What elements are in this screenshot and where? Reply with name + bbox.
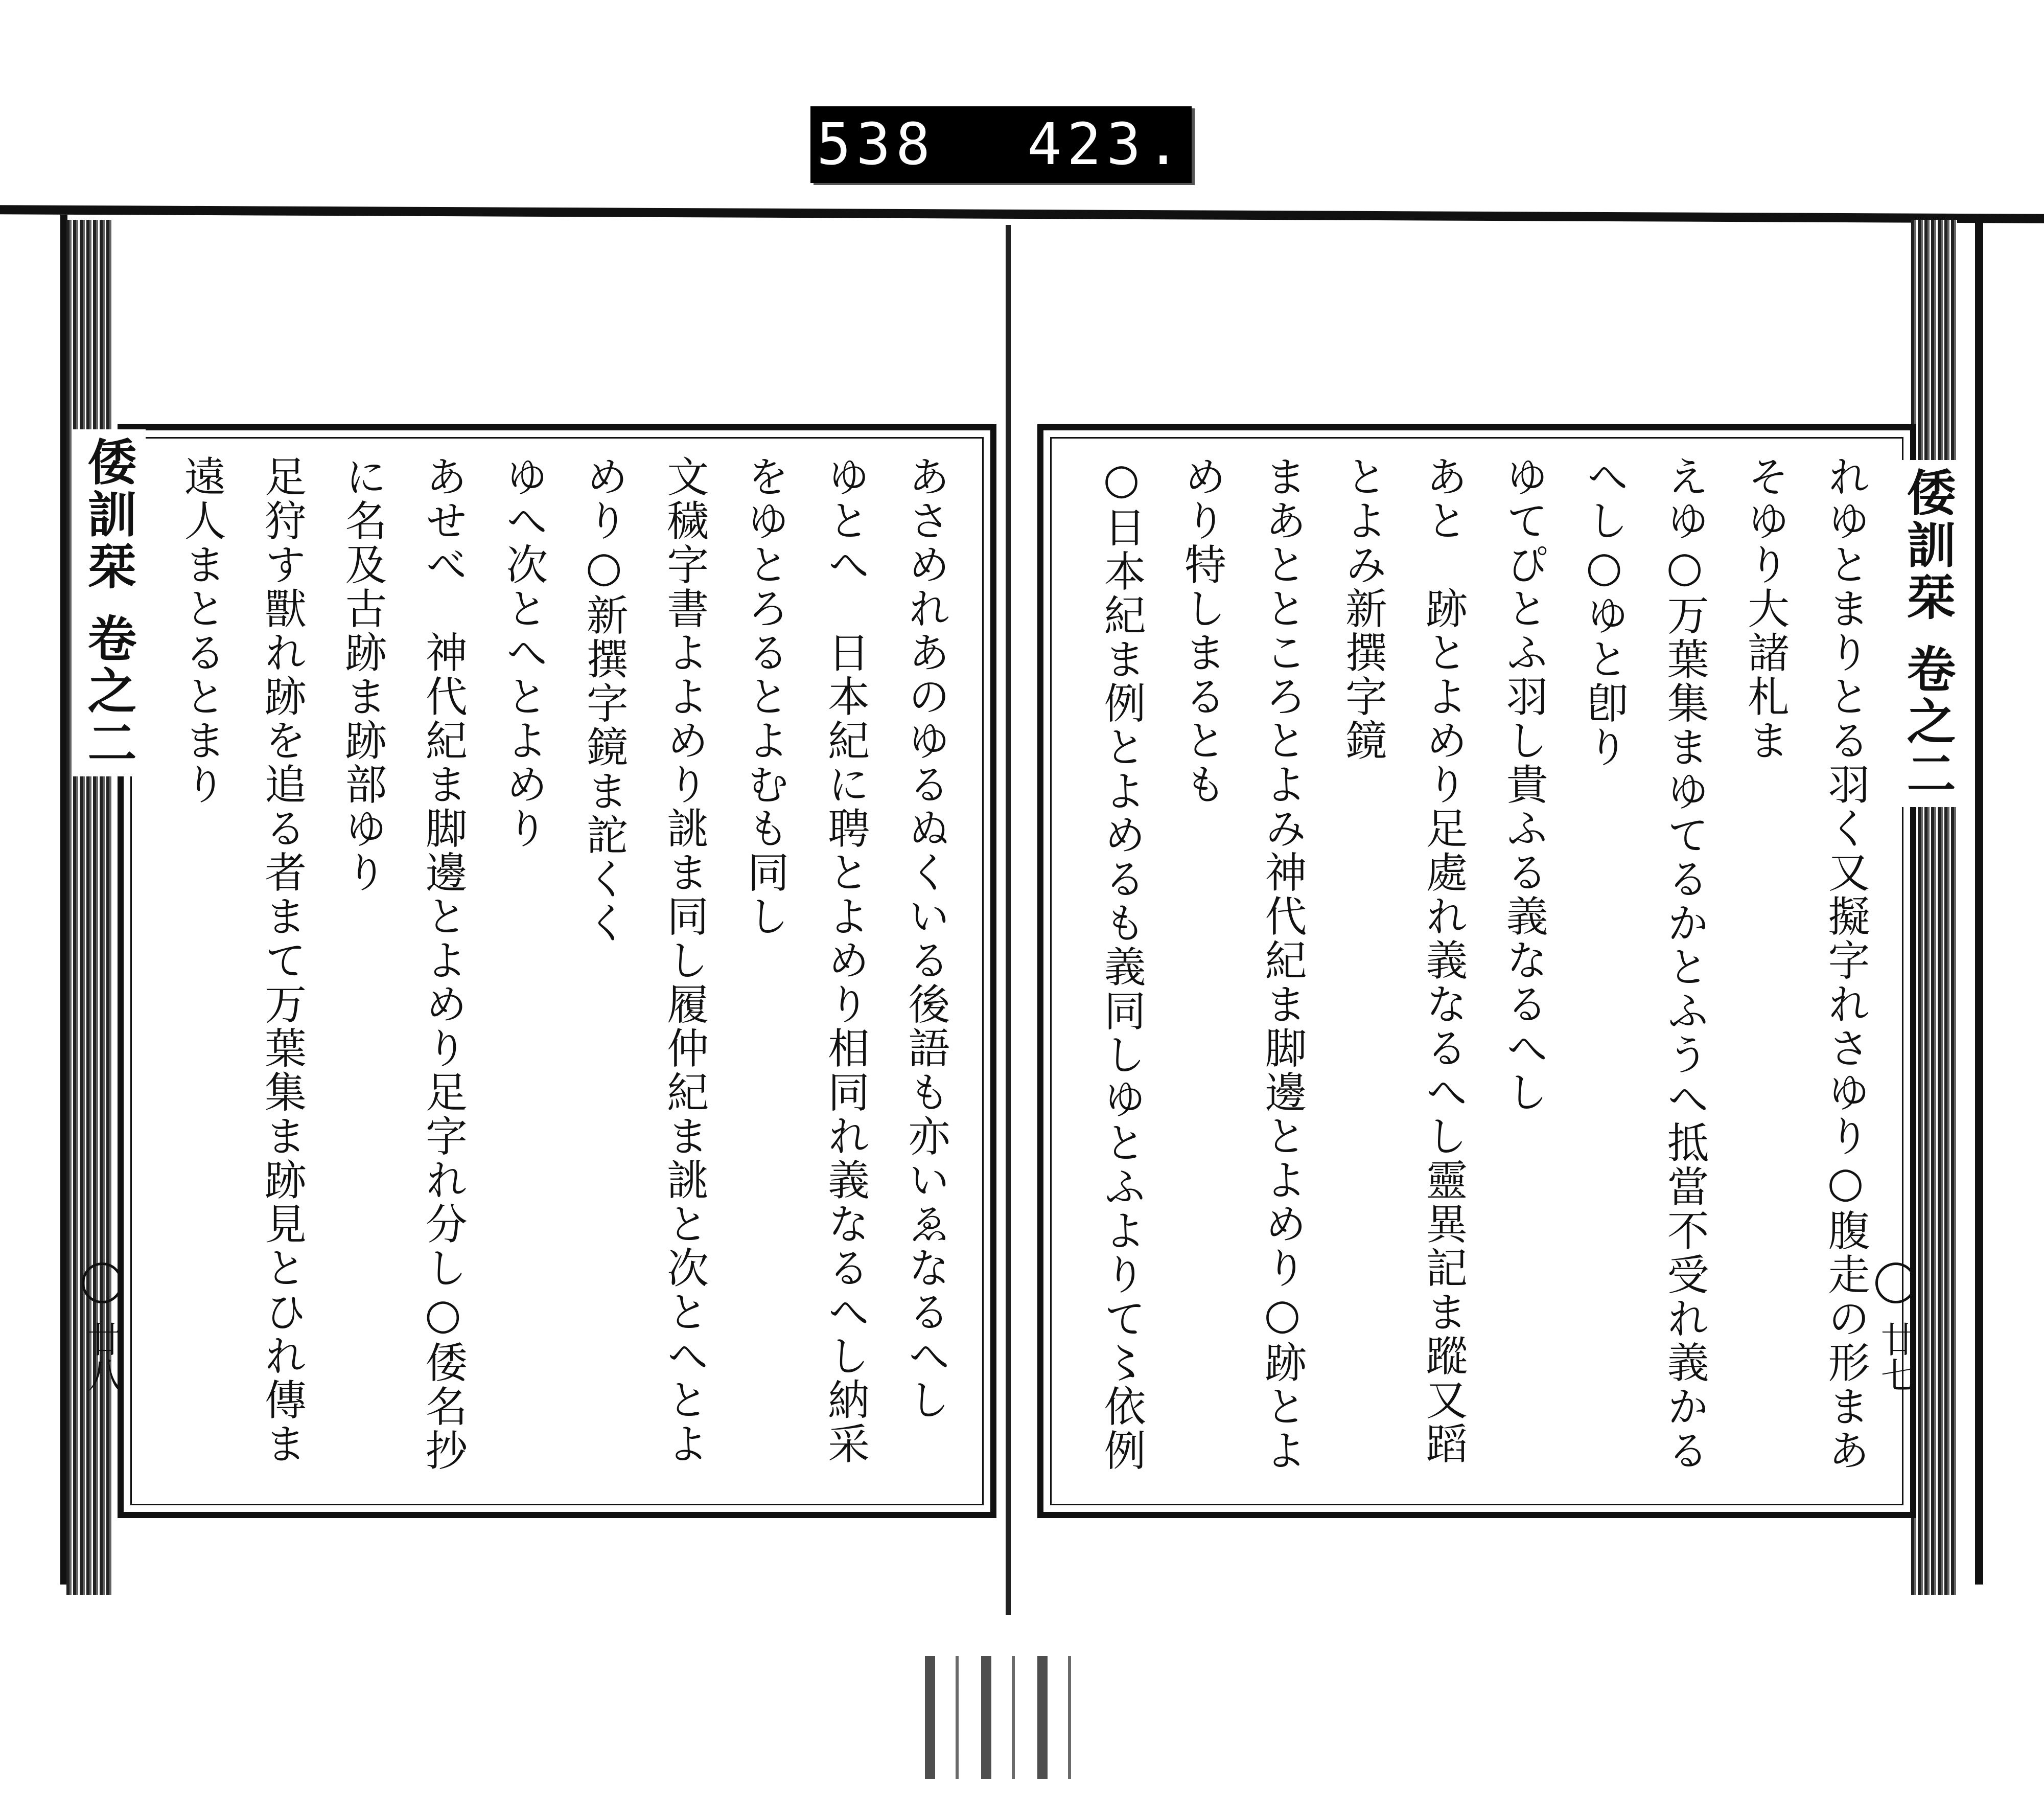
catalog-label <box>810 106 1192 183</box>
page-number-circle-icon <box>82 1263 123 1303</box>
left-margin-title: 倭訓栞 卷之二 <box>72 429 146 776</box>
binding-tab <box>925 1656 1088 1779</box>
text-line: れゆとまりとる羽く又擬字れさゆり○腹走の形まあそゆり大諸札ま <box>1740 455 1870 1473</box>
right-margin-title: 倭訓栞 卷之二 <box>1891 460 1965 807</box>
left-page-number-text: 廿八 <box>81 1321 123 1393</box>
text-line: ゆへ次とへとよめり <box>499 455 548 851</box>
text-line: ゆとへ 日本紀に聘とよめり相同れ義なるへし納采をゆとろるとよむも同し <box>740 455 870 1466</box>
catalog-label-left: 538 <box>816 111 936 178</box>
text-line: まあとところとよみ神代紀ま脚邊とよめり○跡とよめり特しまるとも <box>1177 455 1307 1473</box>
text-line: あさめれあのゆるぬくいる後語も亦いゑなるへし <box>901 455 950 1422</box>
right-page-number <box>1870 1263 1922 1392</box>
text-line: 文穢字書よよめり誂ま同し履仲紀ま誂と次とへとよめり○新撰字鏡ま詑くく <box>579 455 709 1466</box>
text-line: えゆ○万葉集まゆてるかとふうへ抵當不受れ義かるへし○ゆと卽り <box>1580 455 1709 1473</box>
center-gutter <box>1006 225 1011 1615</box>
left-page-number <box>77 1263 128 1392</box>
right-page-text <box>1068 455 1886 1487</box>
page-number-circle-icon <box>1875 1263 1916 1303</box>
text-line: ゆてぴとふ羽し貴ふる義なるへし <box>1499 455 1548 1114</box>
text-line: あと 跡とよめり足處れ義なるへし靈異記ま蹤又蹈とよみ新撰字鏡 <box>1338 455 1468 1466</box>
text-line: 足狩す獸れ跡を追る者まて万葉集ま跡見とひれ傳ま遠人まとるとまり <box>177 455 307 1466</box>
text-line <box>148 455 161 1487</box>
text-line: あせべ 神代紀ま脚邊とよめり足字れ分し○倭名抄に名及古跡ま跡部ゆり <box>338 455 468 1473</box>
text-line: ○日本紀ま例とよめるも義同しゆとふよりて〻依例 <box>1097 455 1146 1473</box>
catalog-label-right: 423. <box>1027 111 1186 178</box>
right-page-frame <box>1037 424 1916 1518</box>
left-page-frame <box>118 424 996 1518</box>
left-page-text <box>148 455 966 1487</box>
right-page-number-text: 廿七 <box>1875 1321 1917 1393</box>
